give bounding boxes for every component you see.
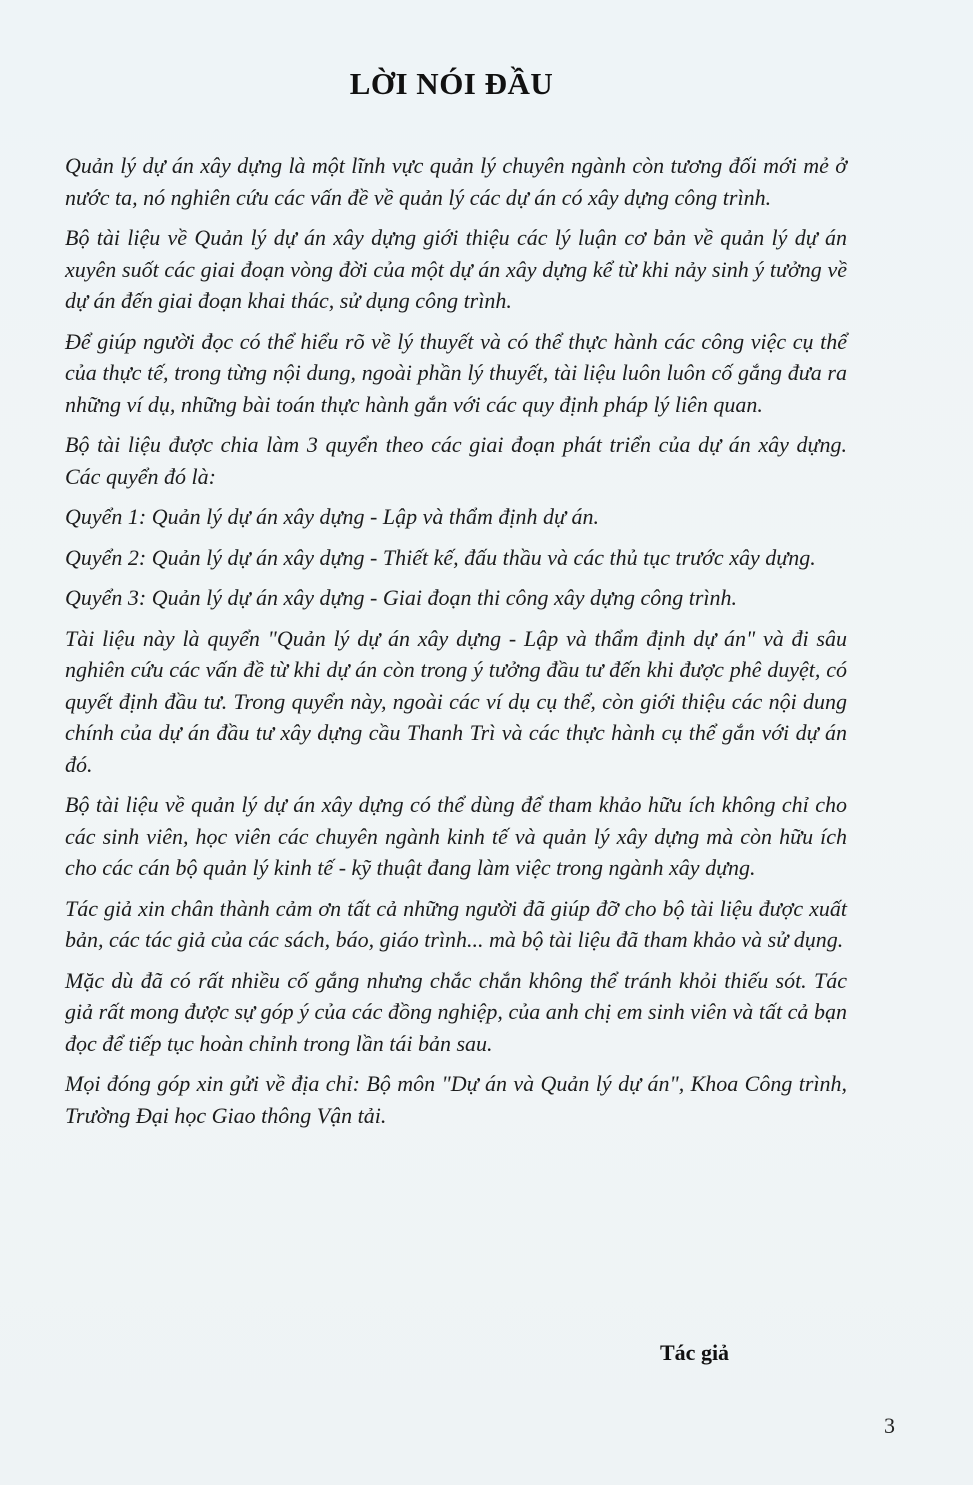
paragraph: Để giúp người đọc có thể hiểu rõ về lý thuyết và có thể thực hành các công việc cụ thể của thực tế, trong từng nội dung, ngoài phần lý thuyết, tài liệu luôn luôn cố gắng đưa ra những ví dụ, những bài toán thực hành gắn với các quy định pháp lý liên quan. bbox=[65, 328, 847, 417]
page-number: 3 bbox=[884, 1413, 895, 1438]
volume-item: Quyển 1: Quản lý dự án xây dựng - Lập và thẩm định dự án. bbox=[65, 504, 599, 529]
paragraph: Bộ tài liệu về quản lý dự án xây dựng có thể dùng để tham khảo hữu ích không chỉ cho các sinh viên, học viên các chuyên ngành kinh tế và quản lý xây dựng mà còn hữu ích cho các cán bộ quản lý kinh tế - kỹ thuật đang làm việc trong ngành xây dựng. bbox=[65, 792, 847, 880]
volume-item: Quyển 3: Quản lý dự án xây dựng - Giai đoạn thi công xây dựng công trình. bbox=[65, 585, 738, 610]
paragraph: Tác giả xin chân thành cảm ơn tất cả những người đã giúp đỡ cho bộ tài liệu được xuất bản, các tác giả của các sách, báo, giáo trình... mà bộ tài liệu đã tham khảo và sử dụng. bbox=[65, 895, 847, 952]
paragraph: Bộ tài liệu về Quản lý dự án xây dựng giới thiệu các lý luận cơ bản về quản lý dự án xuyên suốt các giai đoạn vòng đời của một dự án xây dựng kể từ khi nảy sinh ý tưởng về dự án đến giai đoạn khai thác, sử dụng công trình. bbox=[65, 225, 847, 313]
paragraph: Bộ tài liệu được chia làm 3 quyển theo các giai đoạn phát triển của dự án xây dựng. Các quyển đó là: bbox=[65, 432, 847, 489]
page-title: LỜI NÓI ĐẦU bbox=[349, 66, 554, 101]
paragraph: Mọi đóng góp xin gửi về địa chỉ: Bộ môn "Dự án và Quản lý dự án", Khoa Công trình, Trường Đại học Giao thông Vận tải. bbox=[65, 1071, 847, 1128]
paragraph: Quản lý dự án xây dựng là một lĩnh vực quản lý chuyên ngành còn tương đối mới mẻ ở nước ta, nó nghiên cứu các vấn đề về quản lý các dự án có xây dựng công trình. bbox=[65, 153, 847, 210]
preface-body bbox=[65, 150, 847, 1140]
volume-item: Quyển 2: Quản lý dự án xây dựng - Thiết kế, đấu thầu và các thủ tục trước xây dựng. bbox=[65, 544, 816, 570]
paragraph: Mặc dù đã có rất nhiều cố gắng nhưng chắc chắn không thể tránh khỏi thiếu sót. Tác giả rất mong được sự góp ý của các đồng nghiệp, của anh chị em sinh viên và tất cả bạn đọc để tiếp tục hoàn chỉnh trong lần tái bản sau. bbox=[65, 967, 847, 1056]
paragraph: Tài liệu này là quyển "Quản lý dự án xây dựng - Lập và thẩm định dự án" và đi sâu nghiên cứu các vấn đề từ khi dự án còn trong ý tưởng đầu tư đến khi được phê duyệt, có quyết định đầu tư. Trong quyển này, ngoài các ví dụ cụ thể, còn giới thiệu các nội dung chính của dự án đầu tư xây dựng cầu Thanh Trì và các thực hành cụ thể gắn với dự án đó. bbox=[65, 625, 847, 777]
author-signature: Tác giả bbox=[660, 1340, 730, 1365]
